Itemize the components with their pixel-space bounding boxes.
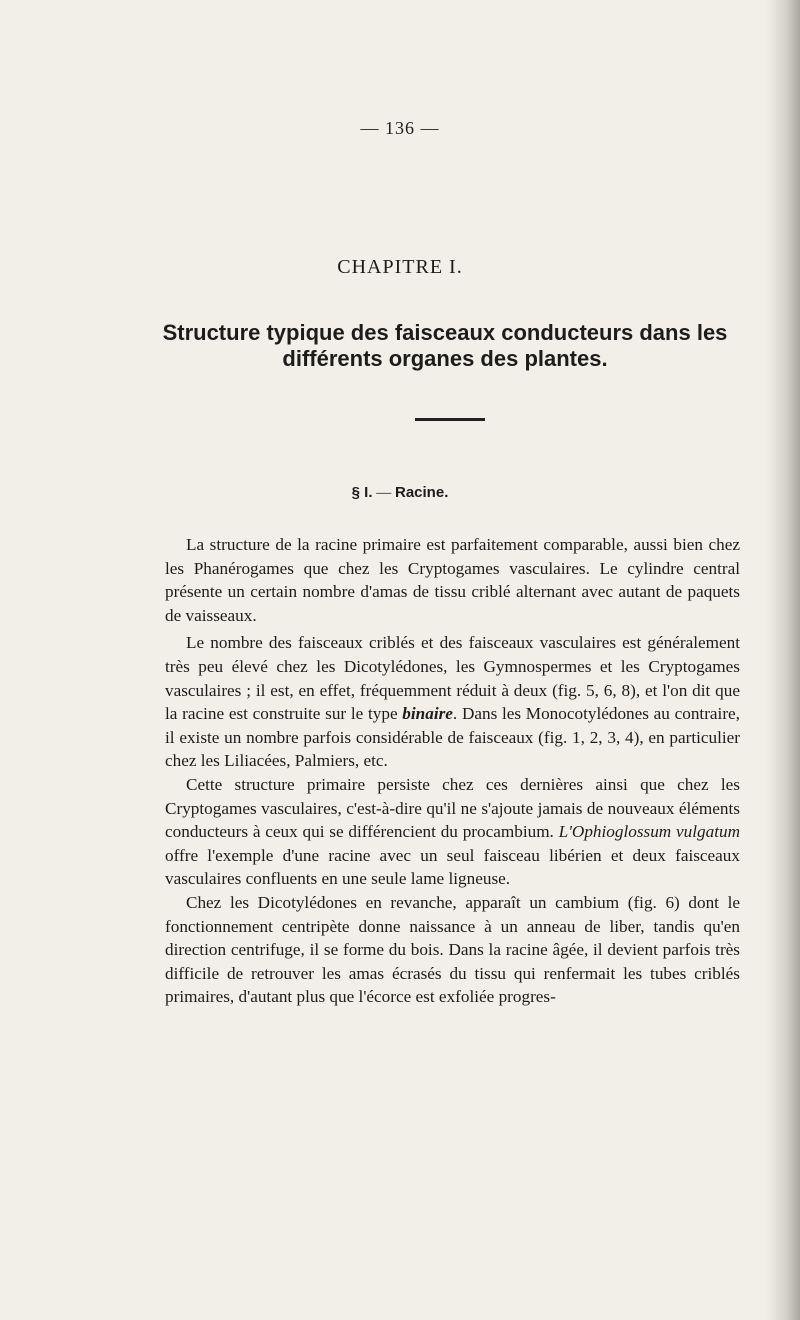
paragraph-3 xyxy=(165,773,740,891)
section-number: § I. xyxy=(351,484,373,501)
paragraph-2 xyxy=(165,631,740,773)
section-name: Racine. xyxy=(395,484,449,501)
paragraph-2-text-a: Le nombre des faisceaux criblés et des faisceaux vasculaires est généralement très peu élevé chez les Dicotylédones, les Gymnospermes et les Cryptogames vasculaires ; il est, en effet, fréquemment réduit à deux (fig. 5, 6, 8), et l'on dit que la racine est construite sur le type xyxy=(165,633,740,724)
paragraph-1: La structure de la racine primaire est parfaitement comparable, aussi bien chez les Phanérogames que chez les Cryptogames vasculaires. Le cylindre central présente un certain nombre d'amas de tissu criblé alternant avec autant de paquets de vaisseaux. xyxy=(165,535,740,625)
paragraph-3-italic: L'Ophioglossum vulgatum xyxy=(558,822,740,842)
page-number: — 136 — xyxy=(360,118,440,138)
paragraph-4: Chez les Dicotylédones en revanche, apparaît un cambium (fig. 6) dont le fonctionnement centripète donne naissance à un anneau de liber, tandis qu'en direction centrifuge, il se forme du bois. Dans la racine âgée, il devient parfois très difficile de retrouver les amas écrasés du tissu qui renfermait les tubes criblés primaires, d'autant plus que l'écorce est exfoliée progres- xyxy=(165,892,740,1007)
chapter-title: Structure typique des faisceaux conducteurs dans les différents organes des plantes. xyxy=(162,320,728,371)
page-edge-shadow xyxy=(766,0,800,1320)
section-heading xyxy=(0,484,800,502)
paragraph-2-italic: binaire xyxy=(402,704,453,724)
title-divider xyxy=(415,418,485,421)
paragraph-3-text-b: offre l'exemple d'une racine avec un seul faisceau libérien et deux faisceaux vasculaires confluents en une seule lame ligneuse. xyxy=(165,845,740,889)
section-dash: — xyxy=(376,485,392,501)
paragraph-3-text-a: Cette structure primaire persiste chez ces dernières ainsi que chez les Cryptogames vasculaires, c'est-à-dire qu'il ne s'ajoute jamais de nouveaux éléments conducteurs à ceux qui se différencient du procambium. xyxy=(165,774,740,842)
body-text xyxy=(165,533,740,1009)
chapter-heading: CHAPITRE I. xyxy=(337,256,463,278)
paragraph-2-text-b: . Dans les Monocotylédones au contraire, il existe un nombre parfois considérable de faisceaux (fig. 1, 2, 3, 4), en particulier chez les Liliacées, Palmiers, etc. xyxy=(165,704,740,771)
